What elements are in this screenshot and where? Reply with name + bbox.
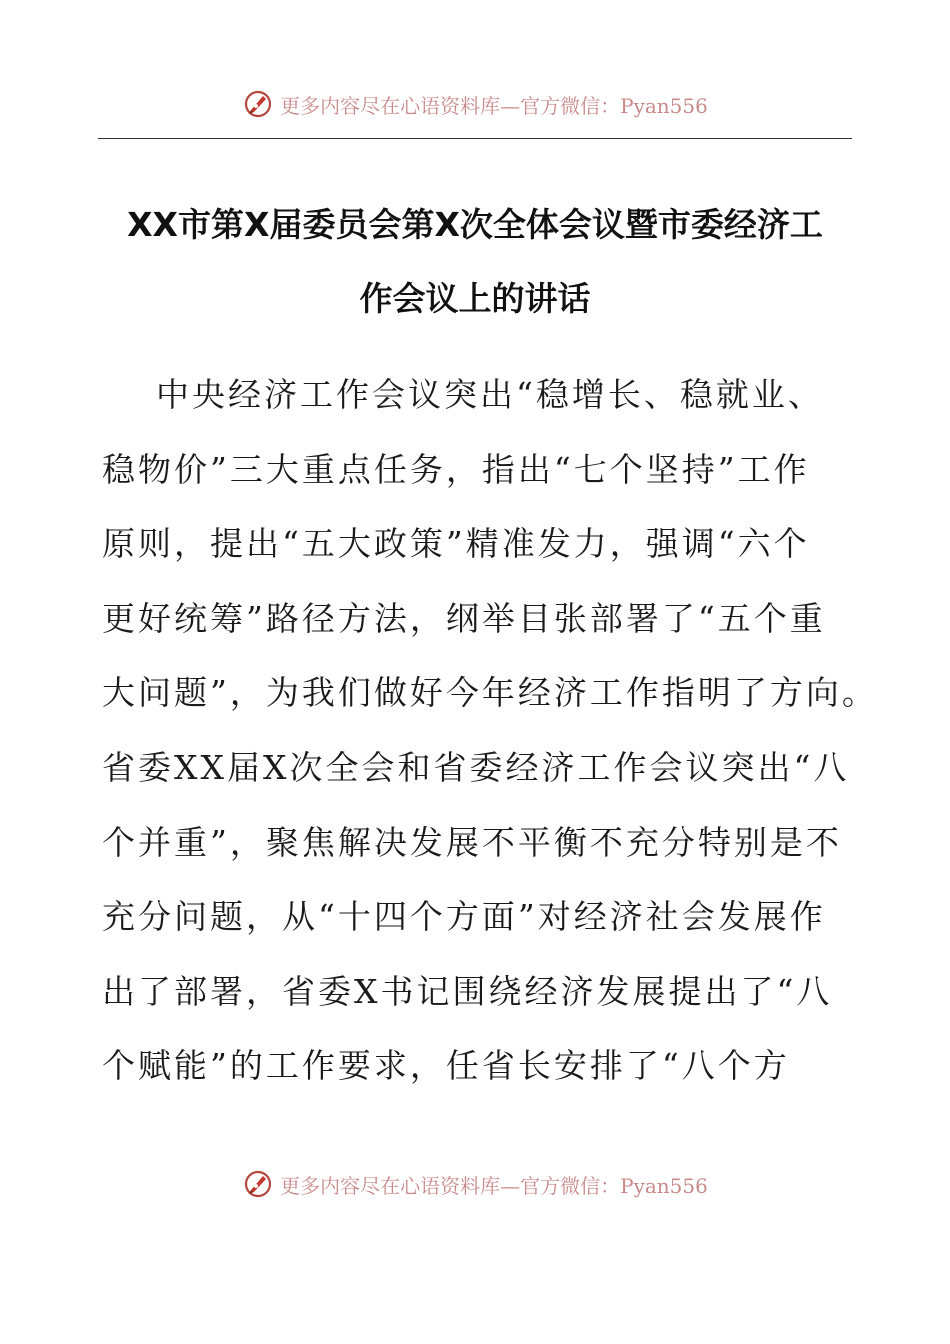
watermark-text: 更多内容尽在心语资料库—官方微信：Pyan556 [280,1173,708,1198]
body-line: 个并重”，聚焦解决发展不平衡不充分特别是不 [102,822,842,862]
pen-circle-logo-icon [242,1168,274,1200]
title-line: XX市第X届委员会第X次全体会议暨市委经济工 [127,205,823,244]
document-title [98,188,852,336]
body-line: 中央经济工作会议突出“稳增长、稳就业、 [156,375,824,414]
body-paragraph [102,358,878,1104]
body-line: 更好统筹”路径方法，纲举目张部署了“五个重 [102,598,826,638]
title-line: 作会议上的讲话 [359,279,591,318]
footer-watermark [0,1164,950,1204]
body-line: 充分问题，从“十四个方面”对经济社会发展作 [102,897,826,937]
body-line: 大问题”，为我们做好今年经济工作指明了方向。 [102,673,878,713]
watermark-text: 更多内容尽在心语资料库—官方微信：Pyan556 [280,93,708,118]
body-line: 出了部署，省委X书记围绕经济发展提出了“八 [102,971,833,1011]
pen-circle-logo-icon [242,88,274,120]
body-line: 省委XX届X次全会和省委经济工作会议突出“八 [102,747,850,787]
body-line: 个赋能”的工作要求，任省长安排了“八个方 [102,1046,790,1086]
body-line: 原则，提出“五大政策”精准发力，强调“六个 [102,524,810,564]
body-line: 稳物价”三大重点任务，指出“七个坚持”工作 [102,449,810,489]
header-watermark [0,84,950,124]
header-divider [98,138,852,139]
